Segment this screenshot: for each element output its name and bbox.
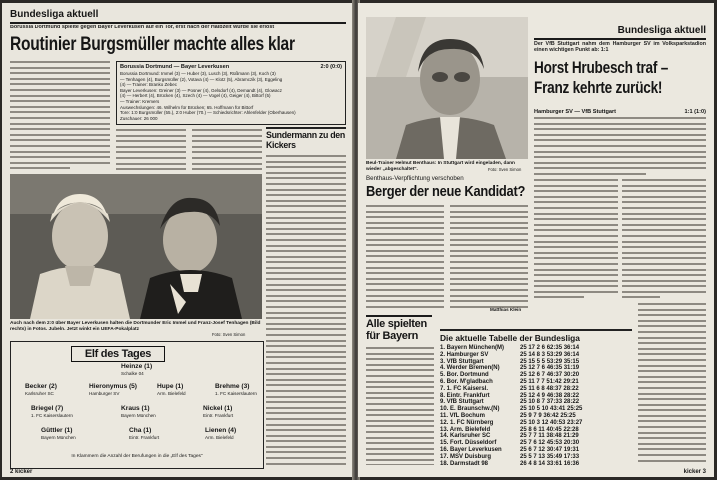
- header-rule-right: [534, 38, 706, 40]
- table-team: 14. Karlsruher SC: [440, 433, 491, 440]
- table-stats: 25 5 7 13 35:49 17:33: [520, 453, 580, 460]
- right-match-score: 1:1 (1:0): [684, 109, 706, 115]
- right-match-header: [534, 109, 706, 115]
- table-team: 13. Arm. Bielefeld: [440, 426, 491, 433]
- elf-player: [203, 406, 233, 419]
- elf-player-name: Hieronymus (5): [89, 383, 137, 390]
- right-col-1: [534, 179, 618, 299]
- table-stats: 25 11 6 8 48:37 28:22: [520, 385, 579, 392]
- table-stats: 25 12 4 9 46:38 28:22: [520, 392, 580, 399]
- table-stats: 25 7 6 12 45:53 20:30: [520, 440, 580, 447]
- table-stats: 25 10 5 10 43:41 25:25: [520, 406, 583, 413]
- table-row: [440, 359, 632, 366]
- elf-player: [121, 406, 156, 419]
- table-row: [440, 386, 632, 393]
- table-row: [440, 345, 632, 352]
- table-row: [440, 399, 632, 406]
- elf-player-club: Bayern München: [41, 434, 76, 440]
- table-team: 9. VfB Stuttgart: [440, 399, 484, 406]
- bayern-rule: [366, 315, 432, 317]
- table-stats: 25 14 8 3 53:29 36:14: [520, 351, 580, 358]
- table-row: [440, 427, 632, 434]
- table-row: [440, 379, 632, 386]
- page-number-right: kicker 3: [683, 469, 706, 475]
- match-detail-line: Tore: 1:0 Burgsmüller (55.), 2:0 Huber (70.) — Schiedsrichter: Ahlenfelder (Oberhausen): [120, 110, 296, 116]
- table-stats: 25 11 7 7 51:42 29:21: [520, 378, 579, 385]
- elf-title: Elf des Tages: [71, 346, 165, 362]
- match-info-box: [116, 61, 346, 125]
- table-stats: 25 10 8 7 37:33 28:22: [520, 399, 580, 406]
- elf-player: [215, 384, 257, 397]
- table-row: [440, 365, 632, 372]
- match-detail-line: — Tenhagen (4), Burgsmüller (2), Votava (4) — Klotz (5), Abramczik (3), Eggeling: [120, 76, 283, 82]
- table-stats: 26 4 8 14 33:61 16:36: [520, 460, 580, 467]
- article-author: Matthias Klein: [490, 307, 522, 312]
- table-team: 3. VfB Stuttgart: [440, 358, 484, 365]
- table-stats: 25 8 6 11 40:45 22:28: [520, 426, 579, 433]
- header-rule: [10, 22, 346, 24]
- elf-player-club: Eintr. Frankfurt: [129, 434, 160, 440]
- article-col-2: [450, 205, 528, 311]
- table-team: 10. E. Braunschw.(N): [440, 406, 500, 413]
- players-photo-illustration: [10, 174, 262, 319]
- table-stats: 25 12 7 6 46:35 31:19: [520, 365, 580, 372]
- bayern-title: Alle spielten für Bayern: [366, 318, 427, 342]
- body-text-column-1: [10, 61, 110, 171]
- elf-player-name: Lienen (4): [205, 427, 237, 434]
- coach-photo-credit: Foto: Sven Simon: [488, 167, 522, 172]
- table-row: [440, 413, 632, 420]
- right-headline-line1: Horst Hrubesch traf –: [534, 58, 669, 77]
- elf-player: [25, 384, 57, 397]
- players-photo: [10, 174, 262, 319]
- coach-photo-caption: Beul-Trainer Helmut Benthaus: In Stuttgart wird eingeladen, dann wieder „abgeschaltet".: [366, 161, 515, 172]
- elf-player-club: 1. FC Kaiserslautern: [31, 412, 73, 418]
- elf-player-club: Karlsruher SC: [25, 390, 54, 396]
- sidebar-rule: [266, 127, 346, 129]
- table-row: [440, 433, 632, 440]
- elf-player: [205, 428, 236, 441]
- elf-player: [41, 428, 76, 441]
- table-stats: 25 15 5 5 53:29 35:15: [520, 358, 580, 365]
- match-title: Borussia Dortmund — Bayer Leverkusen: [120, 64, 230, 70]
- table-row: [440, 454, 632, 461]
- photo-credit: Foto: Sven Simon: [212, 332, 246, 337]
- article-headline: Routinier Burgsmüller machte alles klar: [10, 34, 295, 55]
- table-stats: 25 7 7 11 38:48 21:29: [520, 433, 579, 440]
- bayern-results: [366, 347, 434, 465]
- table-team: 12. 1. FC Nürnberg: [440, 419, 494, 426]
- match-detail-line: Bayer Leverkusen: Greiner (3) — Posner (4), Gelsdorf (4), Demandt (4), Glowacz: [120, 87, 283, 93]
- elf-player-name: Brehme (3): [215, 383, 250, 390]
- page-number-left: 2 kicker: [10, 469, 33, 475]
- table-team: 11. VfL Bochum: [440, 412, 485, 419]
- elf-player-club: Eintr. Frankfurt: [203, 412, 234, 418]
- right-kicker: Der VfB Stuttgart nahm dem Hamburger SV im Volksparkstadion einen wichtigen Punkt ab: 1:1: [534, 41, 706, 53]
- table-row: [440, 393, 632, 400]
- table-team: 1. Bayern München(M): [440, 345, 505, 351]
- elf-player-name: Heinze (1): [121, 363, 153, 370]
- body-text-column-2: [116, 129, 186, 171]
- match-detail-line: Borussia Dortmund: Immel (3) — Huber (3), Lusch (3), Rüßmann (3), Koch (3): [120, 71, 276, 76]
- photo-caption: Auch nach dem 2:0 über Bayer Leverkusen halten die Dortmunder Eric Immel und Franz-Josef Tenhagen (Bild rechts) in Fotos. Jubeln. Jetzt winkt ein UEFA-Pokalplatz: [10, 321, 261, 332]
- article-kicker: Borussia Dortmund spielte gegen Bayer Leverkusen auf ein Tor, erst nach der Halbzeit wurde sie erlöst: [10, 25, 275, 30]
- elf-player: [129, 428, 159, 441]
- table-team: 18. Darmstadt 98: [440, 460, 489, 467]
- right-col-3: [638, 303, 706, 463]
- elf-player-name: Hupe (1): [157, 383, 184, 390]
- sidebar-text: [266, 155, 346, 465]
- left-page: [2, 3, 354, 477]
- match-detail-line: Auswechslungen: 46. Wilhelm für Brücken; 65. Hoffmann für Bittorf: [120, 104, 254, 110]
- elf-player-club: Schalke 04: [121, 370, 144, 376]
- table-stats: 25 12 6 7 46:37 30:20: [520, 372, 580, 379]
- table-team: 17. MSV Duisburg: [440, 453, 492, 460]
- sidebar-title: Sundermann zu den Kickers: [266, 130, 345, 150]
- right-match-teams: Hamburger SV — VfB Stuttgart: [534, 109, 617, 115]
- table-row: [440, 440, 632, 447]
- table-team: 4. Werder Bremen(N): [440, 365, 500, 372]
- league-table: [440, 345, 632, 469]
- elf-player: [31, 406, 73, 419]
- table-team: 5. Bor. Dortmund: [440, 372, 489, 379]
- elf-player: [157, 384, 186, 397]
- table-team: 15. Fort. Düsseldorf: [440, 440, 497, 447]
- elf-player-club: Arm. Bielefeld: [157, 390, 186, 396]
- article-col-1: [366, 205, 444, 311]
- table-stats: 25 6 7 12 30:47 19:31: [520, 446, 580, 453]
- match-details: [120, 71, 342, 121]
- right-headline-line2: Franz kehrte zurück!: [534, 78, 663, 97]
- elf-footnote: In Klammern die Anzahl der Berufungen in die „Elf des Tages": [71, 454, 203, 459]
- table-row: [440, 461, 632, 468]
- table-stats: 25 10 3 12 40:53 23:27: [520, 419, 583, 426]
- elf-player-name: Briegel (7): [31, 405, 64, 412]
- table-row: [440, 447, 632, 454]
- match-detail-line: — Trainer: Kremers: [120, 98, 160, 104]
- table-stats: 25 17 2 6 62:35 36:14: [520, 345, 580, 351]
- coach-photo: [366, 17, 528, 159]
- elf-player-name: Becker (2): [25, 383, 57, 390]
- elf-des-tages-box: [10, 341, 264, 469]
- table-team: 7. 1. FC Kaisersl.: [440, 385, 489, 392]
- table-row: [440, 406, 632, 413]
- table-row: [440, 352, 632, 359]
- table-row: [440, 372, 632, 379]
- match-detail-line: (4) — Herbert (4), Brücken (4), Szech (4) — Vogel (4), Geiger (4), Bittorf (5): [120, 93, 271, 99]
- section-label: Bundesliga aktuell: [10, 9, 99, 20]
- elf-player-club: Arm. Bielefeld: [205, 434, 234, 440]
- coach-photo-illustration: [366, 17, 528, 159]
- table-row: [440, 420, 632, 427]
- elf-player-name: Nickel (1): [203, 405, 233, 412]
- table-team: 8. Eintr. Frankfurt: [440, 392, 490, 399]
- table-rule: [440, 329, 632, 331]
- section-label-right: Bundesliga aktuell: [617, 25, 706, 36]
- elf-player-name: Cha (1): [129, 427, 152, 434]
- elf-player-club: Hamburger SV: [89, 390, 120, 396]
- right-page: [358, 3, 714, 477]
- right-col-2: [622, 179, 706, 299]
- table-team: 16. Bayer Leverkusen: [440, 446, 502, 453]
- table-stats: 25 9 7 9 36:42 25:25: [520, 412, 576, 419]
- match-score: 2:0 (0:0): [320, 64, 342, 70]
- match-detail-line: Zuschauer: 26 000: [120, 115, 158, 121]
- table-team: 2. Hamburger SV: [440, 351, 489, 358]
- match-detail-line: (4) — Trainer: Branko Zebec: [120, 82, 178, 88]
- elf-player: [89, 384, 137, 397]
- article-kicker-right: Benthaus-Verpflichtung verschoben: [366, 175, 464, 182]
- elf-player-club: Bayern München: [121, 412, 156, 418]
- elf-player: [121, 364, 152, 377]
- table-team: 6. Bor. M'gladbach: [440, 378, 493, 385]
- elf-player-club: 1. FC Kaiserslautern: [215, 390, 257, 396]
- article-headline-right: Berger der neue Kandidat?: [366, 183, 526, 200]
- elf-player-name: Kraus (1): [121, 405, 150, 412]
- right-match-details: [534, 117, 706, 175]
- table-title: Die aktuelle Tabelle der Bundesliga: [440, 333, 580, 343]
- elf-player-name: Güttler (1): [41, 427, 73, 434]
- body-text-column-3: [192, 129, 262, 171]
